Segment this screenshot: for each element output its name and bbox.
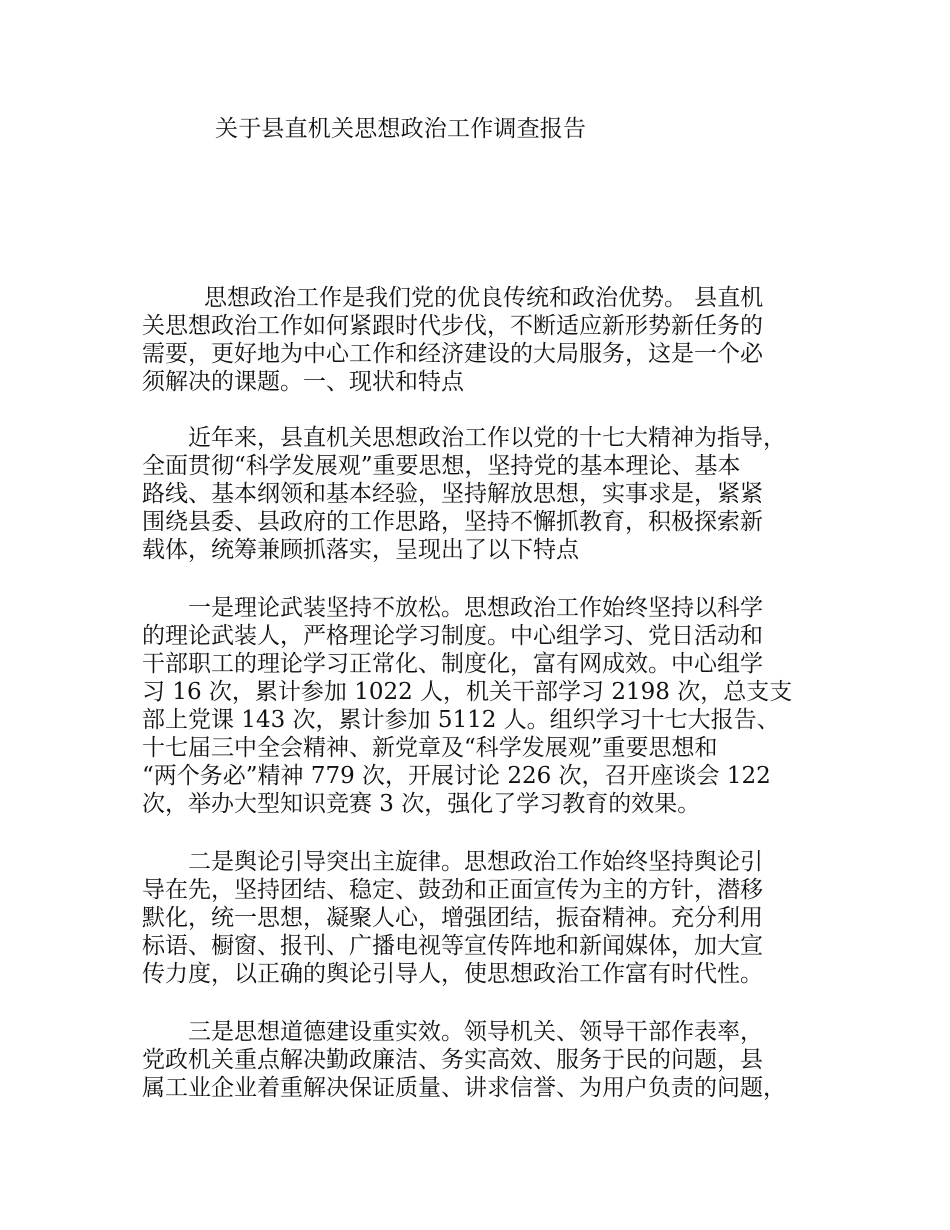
paragraph-line: 属工业企业着重解决保证质量、讲求信誉、为用户负责的问题， <box>142 1075 786 1101</box>
paragraph-line: 近年来，县直机关思想政治工作以党的十七大精神为指导， <box>188 425 786 451</box>
paragraph-public-opinion <box>142 848 822 988</box>
paragraph-line: 习 16 次，累计参加 1022 人，机关干部学习 2198 次，总支支 <box>142 679 793 705</box>
paragraph-line: 一是理论武装坚持不放松。思想政治工作始终坚持以科学 <box>188 595 763 621</box>
paragraph-line: 三是思想道德建设重实效。领导机关、领导干部作表率， <box>188 1019 763 1045</box>
paragraph-line: 二是舆论引导突出主旋律。思想政治工作始终坚持舆论引 <box>188 849 763 875</box>
paragraph-line: 默化，统一思想，凝聚人心，增强团结，振奋精神。充分利用 <box>142 905 763 931</box>
paragraph-moral-construction <box>142 1018 822 1102</box>
paragraph-line: 围绕县委、县政府的工作思路，坚持不懈抓教育，积极探索新 <box>142 509 763 535</box>
document-title: 关于县直机关思想政治工作调查报告 <box>215 116 587 142</box>
paragraph-line: 次，举办大型知识竞赛 3 次，强化了学习教育的效果。 <box>142 791 701 817</box>
paragraph-line: 干部职工的理论学习正常化、制度化，富有网成效。中心组学 <box>142 651 763 677</box>
paragraph-line: 的理论武装人，严格理论学习制度。中心组学习、党日活动和 <box>142 623 763 649</box>
paragraph-line: 导在先，坚持团结、稳定、鼓劲和正面宣传为主的方针，潜移 <box>142 877 763 903</box>
paragraph-line: 路线、基本纲领和基本经验，坚持解放思想，实事求是，紧紧 <box>142 481 763 507</box>
paragraph-theory <box>142 594 822 818</box>
paragraph-line: 全面贯彻“科学发展观”重要思想，坚持党的基本理论、基本 <box>142 453 741 479</box>
paragraph-line: 十七届三中全会精神、新党章及“科学发展观”重要思想和 <box>142 735 718 761</box>
paragraph-line: 标语、橱窗、报刊、广播电视等宣传阵地和新闻媒体，加大宣 <box>142 933 763 959</box>
paragraph-line: 党政机关重点解决勤政廉洁、务实高效、服务于民的问题，县 <box>142 1047 763 1073</box>
paragraph-intro <box>142 284 822 396</box>
paragraph-line: 需要，更好地为中心工作和经济建设的大局服务，这是一个必 <box>142 341 763 367</box>
paragraph-line: 思想政治工作是我们党的优良传统和政治优势。 县直机 <box>204 285 764 311</box>
paragraph-line: 关思想政治工作如何紧跟时代步伐，不断适应新形势新任务的 <box>142 313 763 339</box>
paragraph-line: “两个务必”精神 779 次，开展讨论 226 次，召开座谈会 122 <box>142 763 771 789</box>
paragraph-line: 载体，统筹兼顾抓落实，呈现出了以下特点 <box>142 537 579 563</box>
paragraph-line: 须解决的课题。一、现状和特点 <box>142 369 464 395</box>
paragraph-line: 传力度，以正确的舆论引导人，使思想政治工作富有时代性。 <box>142 961 763 987</box>
paragraph-recent-years <box>142 424 822 564</box>
paragraph-line: 部上党课 143 次，累计参加 5112 人。组织学习十七大报告、 <box>142 707 780 733</box>
